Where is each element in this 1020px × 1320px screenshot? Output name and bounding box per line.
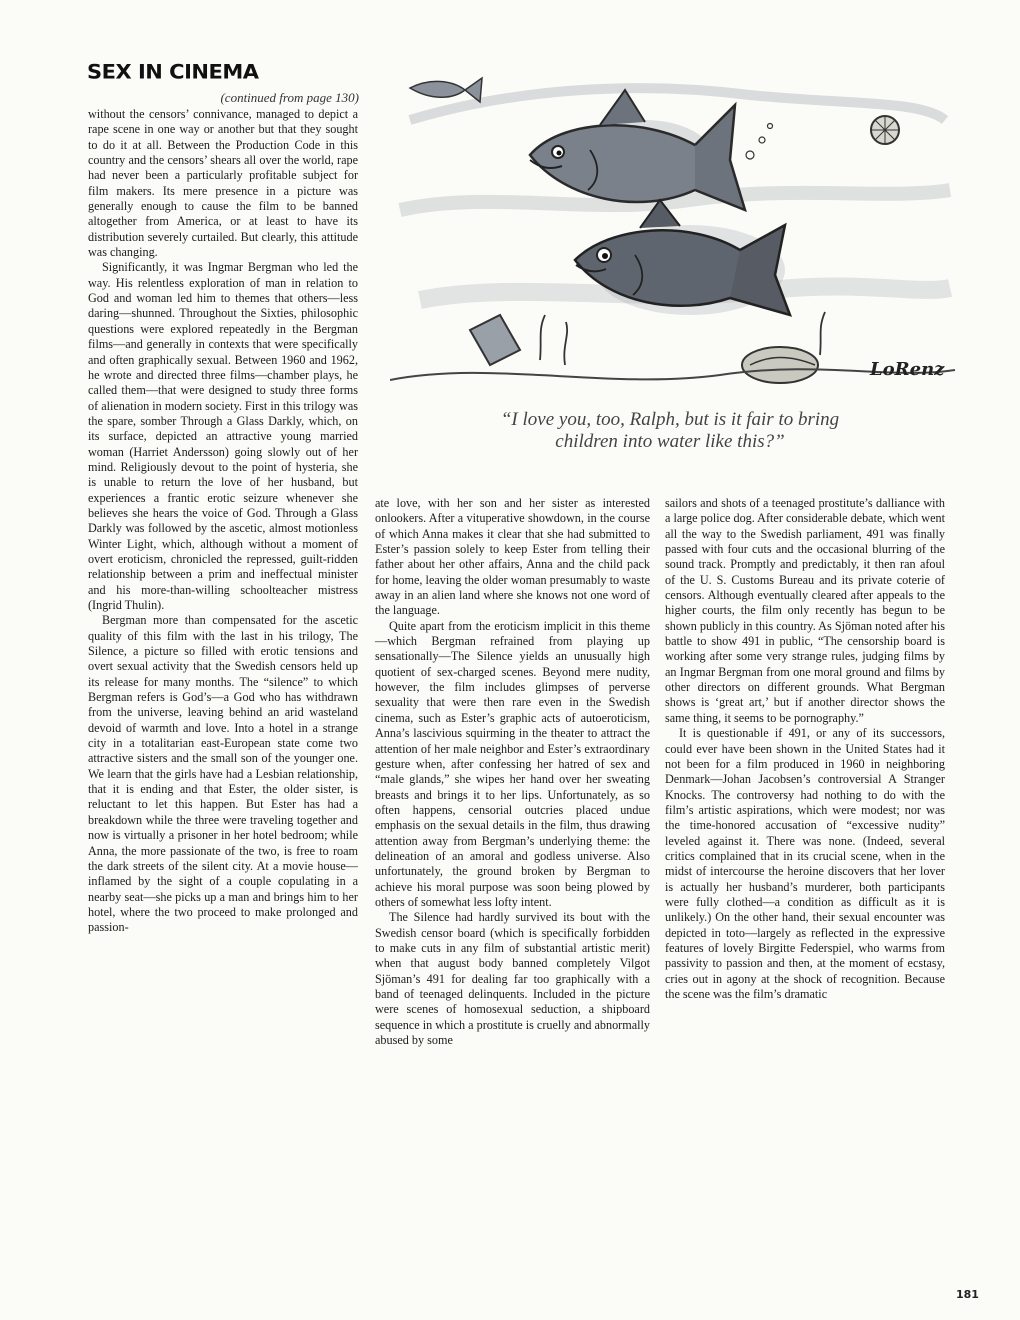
article-heading: SEX IN CINEMA [87, 60, 259, 84]
caption-line: “I love you, too, Ralph, but is it fair to bring [500, 409, 840, 430]
paragraph: Quite apart from the eroticism implicit in this theme—which Bergman refrained from playing up sensationally—The Silence yields an unusually high quotient of sex-charged scenes. Beyond mere nudity, however, the film includes glimpses of perverse sexuality that were then rare even in the Swedish cinema, such as Ester’s graphic acts of autoeroticism, Anna’s lascivious squirming in the theater to attract the attention of her male neighbor and Ester’s extraordinary gesture when, after confessing her hatred of sex and “male glands,” she wipes her hand over her sweating breasts and brings it to her lips. Unfortunately, as so often happens, censorial outcries placed undue emphasis on the sexual details in the film, thus drawing attention away from Bergman’s underlying theme: the delineation of an amoral and godless universe. Also unfortunately, the ground broken by Bergman to achieve his moral purpose was soon being plowed by others of somewhat less lofty intent. [375, 618, 650, 909]
fish-cartoon-drawing [390, 60, 955, 405]
paragraph: It is questionable if 491, or any of its successors, could ever have been shown in the United States had it not been for a film produced in 1960 in neighboring Denmark—Johan Jacobsen’s controversial A Stranger Knocks. The controversy had nothing to do with the film’s artistic aspirations, which were modest; nor was the time-honored accusation of “excessive nudity” leveled against it. There was none. (Indeed, several critics complained that in its crucial scene, when in the midst of intercourse the heroine discovers that her lover is actually her husband’s murderer, both participants were fully clothed—a condition as difficult as it is unlikely.) On the other hand, their sexual encounter was depicted in toto—largely as reflected in the expressive features of lovely Birgitte Federspiel, who warms from passivity to passion and then, at the moment of ecstasy, cries out in agony at the shock of recognition. Because the scene was the film’s dramatic [665, 726, 945, 1001]
artist-signature: LoRenz [870, 359, 945, 380]
paragraph: Bergman more than compensated for the ascetic quality of this film with the last in his trilogy, The Silence, a picture so filled with erotic tensions and overt sexual activity that the Swedish censors held up its release for many months. The “silence” to which Bergman refers is God’s—a God who has withdrawn from the universe, leaving behind an arid wasteland devoid of warmth and love. Into a hotel in a strange city in a totalitarian east-European state come two attractive sisters and the small son of the younger one. We learn that the girls have had a Lesbian relationship, that it is ending and that Ester, the older sister, is reluctant to let this happen. But Ester has had a breakdown while the three were traveling together and now is virtually a prisoner in her hotel bedroom; while Anna, the more passionate of the two, is free to roam the dark streets of the silent city. At a movie house—inflamed by the sight of a couple copulating in a nearby seat—she picks up a man and brings him to her hotel, where the two proceed to make prolonged and passion- [88, 613, 358, 935]
caption-line: children into water like this?” [555, 431, 785, 452]
paragraph: without the censors’ connivance, managed to depict a rape scene in one way or another but that they sought to do it at all. Between the Production Code in this country and the censors’ shears all over the world, rape had never been a particularly profitable subject for film makers. Its mere presence in a picture was generally enough to cause the film to be banned altogether from America, or at least to have its distribution severely curtailed. But clearly, this attitude was changing. [88, 107, 358, 260]
text-column-2 [375, 496, 650, 1048]
paragraph: ate love, with her son and her sister as interested onlookers. After a vituperative showdown, in the course of which Anna makes it clear that she had submitted to Ester’s passion solely to keep Ester from telling their father about her other affairs, Anna and the child pack for home, leaving the older woman presumably to waste away in an alien land where she knows not one word of the language. [375, 496, 650, 618]
text-column-1 [88, 107, 358, 936]
upper-fish [530, 90, 745, 210]
continued-note: (continued from page 130) [220, 90, 359, 105]
paragraph: Significantly, it was Ingmar Bergman who led the way. His relentless exploration of man in relation to God and woman led him to themes that others—less daring—shunned. Throughout the Sixties, philosophic questions were explored repeatedly in the Bergman films—and generally in contexts that were specifically and often graphically sexual. Between 1960 and 1962, he wrote and directed three films—chamber plays, he called them—that were designed to study three forms of alienation in modern society. First in this trilogy was the spare, somber Through a Glass Darkly, which, on its surface, depicted an attractive young married woman (Harriet Andersson) going slowly out of her mind. Religiously devout to the point of hysteria, she is unable to return the love of her husband, but experiences a frantic erotic seizure whenever she believes she hears the voice of God. Through a Glass Darkly was followed by the ascetic, almost motionless Winter Light, which, although without a moment of overt eroticism, chronicled the repressed, guilt-ridden relationship between a prim and ineffectual minister and his more-than-willing schoolteacher mistress (Ingrid Thulin). [88, 260, 359, 612]
paragraph: sailors and shots of a teenaged prostitute’s dalliance with a large police dog. After considerable debate, which went all the way to the Swedish parliament, 491 was finally passed with four cuts and the occasional blurring of the sound track. Promptly and predictably, it then ran afoul of the U. S. Customs Bureau and its private coterie of censors. Although eventually cleared after appeals to the higher courts, the film only recently has begun to be shown publicly in this country. As Sjöman noted after his battle to show 491 in public, “The censorship board is working after some very strange rules, judging films by an Ingmar Bergman from one moral ground and films by other directors on different grounds. What Bergman shows is ‘great art,’ but if another director shows the same thing, it seems to be pornography.” [665, 496, 945, 725]
cartoon-illustration [390, 60, 955, 405]
paragraph: The Silence had hardly survived its bout with the Swedish censor board (which is specifically forbidden to make cuts in any film of substantial artistic merit) when that august body banned completely Vilgot Sjöman’s 491 for dealing far too graphically with a band of teenaged delinquents. Included in the picture were scenes of homosexual seduction, a shipboard sequence in which a prostitute is cruelly and abnormally abused by some [375, 910, 650, 1048]
cartoon-caption [400, 409, 940, 453]
page-number: 181 [956, 1288, 979, 1301]
text-column-3 [665, 496, 945, 1002]
